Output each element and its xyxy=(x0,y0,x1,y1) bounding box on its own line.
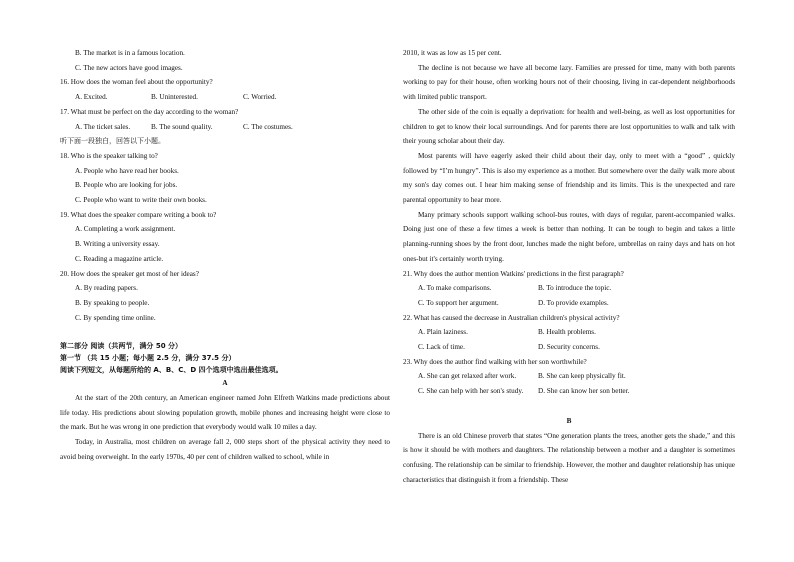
q17-option-b: B. The sound quality. xyxy=(151,122,213,131)
spacer xyxy=(403,399,735,414)
q22-option-d: D. Security concerns. xyxy=(538,343,600,352)
passage-a-paragraph-1: At the start of the 20th century, an American engineer named John Elfreth Watkins made predictions about life today. His predictions about slowing population growth, mobile phones and increasing height were close to the mark. But he was wrong in one prediction that everybody would walk 10 miles a day. xyxy=(60,394,390,432)
passage-b-label: B xyxy=(566,416,572,425)
section1-title: 第一节 （共 15 小题；每小题 2.5 分，满分 37.5 分） xyxy=(60,354,236,363)
q18-question: 18. Who is the speaker talking to? xyxy=(60,151,158,160)
q17-option-a: A. The ticket sales. xyxy=(75,122,131,131)
q17-options xyxy=(60,120,390,135)
q23-question: 23. Why does the author find walking with her son worthwhile? xyxy=(403,357,587,366)
q23-option-c: C. She can help with her son's study. xyxy=(418,387,524,396)
q16-option-b: B. Uninterested. xyxy=(151,93,198,102)
q23-options-row-1 xyxy=(403,369,735,384)
q22-question: 22. What has caused the decrease in Australian children's physical activity? xyxy=(403,313,620,322)
q21-option-b: B. To introduce the topic. xyxy=(538,284,612,293)
passage-a-paragraph-2-continued: 2010, it was as low as 15 per cent. xyxy=(403,49,502,57)
q16-option-a: A. Excited. xyxy=(75,93,108,102)
q21-option-c: C. To support her argument. xyxy=(418,298,499,307)
q16-option-c: C. Worried. xyxy=(243,93,277,102)
q18-option-a: A. People who have read her books. xyxy=(75,166,179,175)
q20-option-a: A. By reading papers. xyxy=(75,284,138,293)
q22-option-b: B. Health problems. xyxy=(538,328,596,337)
q17-option-c: C. The costumes. xyxy=(243,122,293,131)
q19-option-a: A. Completing a work assignment. xyxy=(75,225,176,234)
passage-a-paragraph-6: Many primary schools support walking school-bus routes, with days of regular, parent-accompanied walks. Doing just one of these a few times a week is better than nothing. It can be tough to begin and takes a little planning-running shoes by the front door, lunches made the night before, umbrellas on rainy days and hats on hot ones-but it's certainly worth trying. xyxy=(403,210,735,263)
q22-option-a: A. Plain laziness. xyxy=(418,328,468,337)
passage-a-paragraph-4: The other side of the coin is equally a deprivation: for health and well-being, as well as lost opportunities for children to get to know their local surroundings. And for parents there are lost opportunities to walk and talk with their young scholar about their day. xyxy=(403,107,735,146)
q23-option-d: D. She can know her son better. xyxy=(538,387,630,396)
q20-option-b: B. By speaking to people. xyxy=(75,298,150,307)
passage-a-paragraph-5: Most parents will have eagerly asked their child about their day, only to meet with a “good” , quickly followed by “I’m hungry”. This is also my experience as a mother. But somewhere over the daily walk more about my son's day comes out. I hear him making sense of friendship and its limits. This is the unexpected and rare parental opportunity to hear more. xyxy=(403,151,735,205)
q18-option-b: B. People who are looking for jobs. xyxy=(75,181,178,190)
q23-option-a: A. She can get relaxed after work. xyxy=(418,372,517,381)
q15-option-b: B. The market is in a famous location. xyxy=(75,49,185,57)
passage-a-paragraph-2: Today, in Australia, most children on average fall 2, 000 steps short of the physical activity they need to avoid being overweight. In the early 1970s, 40 per cent of children walked to school, while in xyxy=(60,438,390,461)
q23-option-b: B. She can keep physically fit. xyxy=(538,372,626,381)
q15-option-c: C. The new actors have good images. xyxy=(75,63,183,72)
spacer xyxy=(60,325,390,340)
q20-question: 20. How does the speaker get most of her ideas? xyxy=(60,269,199,278)
passage-a-paragraph-3: The decline is not because we have all become lazy. Families are pressed for time, many with both parents working to pay for their house, often working hours not of their choosing, living in car-dependent neighborhoods with limited public transport. xyxy=(403,63,735,102)
q22-option-c: C. Lack of time. xyxy=(418,343,465,352)
passage-a-label: A xyxy=(222,379,228,388)
q23-options-row-2 xyxy=(403,384,735,399)
q18-option-c: C. People who want to write their own books. xyxy=(75,196,207,205)
q19-question: 19. What does the speaker compare writing a book to? xyxy=(60,210,217,219)
q21-option-d: D. To provide examples. xyxy=(538,298,609,307)
section1-instruction: 阅读下列短文，从每题所给的 A、B、C、D 四个选项中选出最佳选项。 xyxy=(60,366,283,375)
monologue-instruction: 听下面一段独白，回答以下小题。 xyxy=(60,137,165,146)
q21-option-a: A. To make comparisons. xyxy=(418,284,492,293)
q19-option-c: C. Reading a magazine article. xyxy=(75,254,164,263)
q22-options-row-1 xyxy=(403,325,735,340)
q17-question: 17. What must be perfect on the day according to the woman? xyxy=(60,107,239,116)
q16-options xyxy=(60,90,390,105)
part2-title: 第二部分 阅读（共两节，满分 50 分） xyxy=(60,342,183,351)
q21-options-row-1 xyxy=(403,281,735,296)
q16-question: 16. How does the woman feel about the opportunity? xyxy=(60,78,213,87)
q22-options-row-2 xyxy=(403,340,735,355)
q19-option-b: B. Writing a university essay. xyxy=(75,240,160,249)
q21-question: 21. Why does the author mention Watkins' predictions in the first paragraph? xyxy=(403,269,624,278)
q20-option-c: C. By spending time online. xyxy=(75,313,156,322)
right-column xyxy=(403,46,735,487)
passage-b-paragraph-1: There is an old Chinese proverb that states “One generation plants the trees, another gets the shade,” and this is how it should be with mothers and daughters. The relationship between a mother and a daughter is sometimes confusing. The relationship can be similar to friendship. However, the mother and daughter relationship has unique characteristics that distinguish it from a friendship. These xyxy=(403,431,735,484)
q21-options-row-2 xyxy=(403,296,735,311)
left-column xyxy=(60,46,390,465)
